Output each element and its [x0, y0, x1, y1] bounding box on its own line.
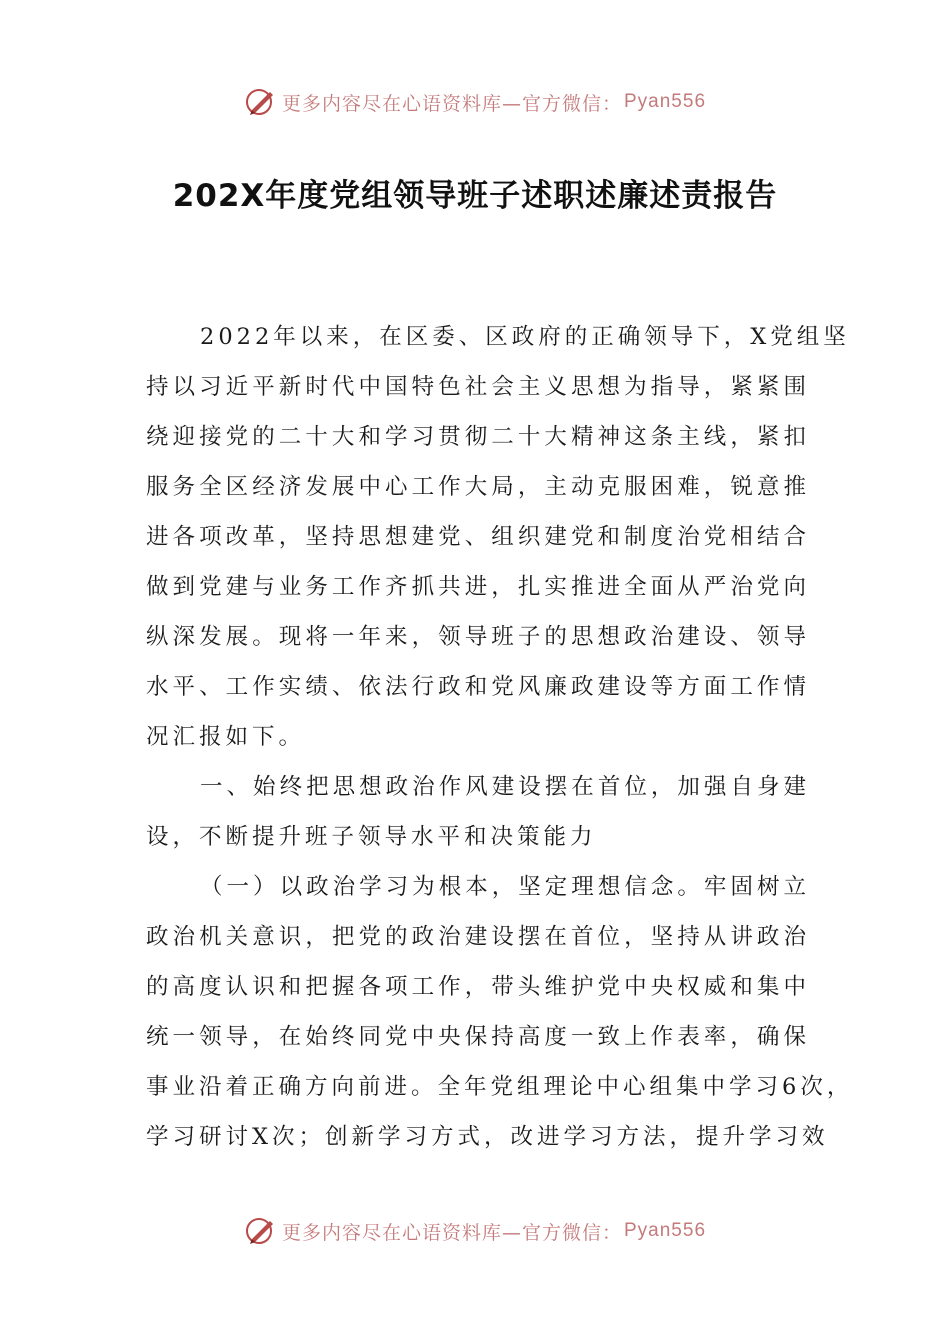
- pen-logo-icon: [244, 85, 278, 119]
- paragraph-line: 事业沿着正确方向前进。全年党组理论中心组集中学习6次，: [146, 1074, 854, 1100]
- section-heading-line: 设，不断提升班子领导水平和决策能力: [146, 824, 597, 850]
- document-body: [146, 312, 854, 1162]
- paragraph-line: 2022年以来，在区委、区政府的正确领导下，X党组坚: [200, 324, 850, 350]
- pen-logo-icon: [244, 1214, 278, 1248]
- paragraph-line: 进各项改革，坚持思想建党、组织建党和制度治党相结合: [146, 524, 810, 550]
- section-heading-line: 一、始终把思想政治作风建设摆在首位，加强自身建: [200, 774, 810, 800]
- document-title: 202X年度党组领导班子述职述廉述责报告: [172, 178, 778, 214]
- paragraph-line: 政治机关意识，把党的政治建设摆在首位，坚持从讲政治: [146, 924, 810, 950]
- paragraph-line: 持以习近平新时代中国特色社会主义思想为指导，紧紧围: [146, 374, 810, 400]
- footer-banner-text: 更多内容尽在心语资料库—官方微信：: [281, 1221, 622, 1244]
- paragraph-line: 服务全区经济发展中心工作大局，主动克服困难，锐意推: [146, 474, 810, 500]
- paragraph-line: 学习研讨X次；创新学习方式，改进学习方法，提升学习效: [146, 1124, 829, 1150]
- footer-wechat-id: Pyan556: [624, 1220, 707, 1241]
- footer-banner: [0, 1211, 950, 1251]
- paragraph-line: 水平、工作实绩、依法行政和党风廉政建设等方面工作情: [146, 674, 810, 700]
- paragraph-line: 况汇报如下。: [146, 724, 306, 750]
- paragraph-line: 纵深发展。现将一年来，领导班子的思想政治建设、领导: [146, 624, 810, 650]
- paragraph-line: 绕迎接党的二十大和学习贯彻二十大精神这条主线，紧扣: [146, 424, 810, 450]
- header-banner-text: 更多内容尽在心语资料库—官方微信：: [281, 92, 622, 115]
- header-wechat-id: Pyan556: [624, 91, 707, 112]
- paragraph-line: 的高度认识和把握各项工作，带头维护党中央权威和集中: [146, 974, 810, 1000]
- paragraph-line: 做到党建与业务工作齐抓共进，扎实推进全面从严治党向: [146, 574, 810, 600]
- header-banner: [0, 82, 950, 122]
- paragraph-line: （一）以政治学习为根本，坚定理想信念。牢固树立: [200, 874, 810, 900]
- paragraph-line: 统一领导，在始终同党中央保持高度一致上作表率，确保: [146, 1024, 810, 1050]
